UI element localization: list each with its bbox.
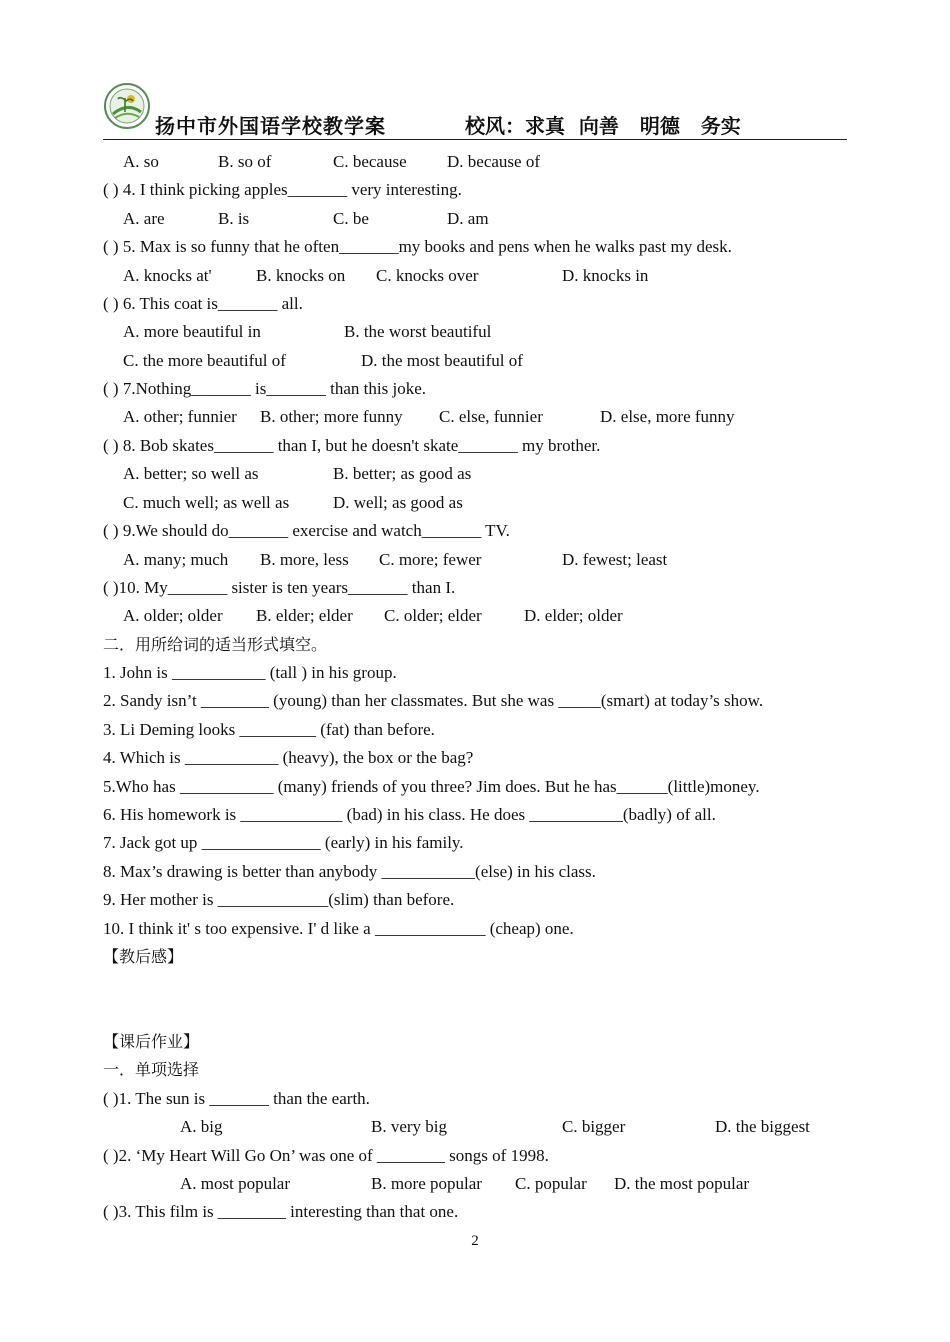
fill-item-10: 10. I think it' s too expensive. I' d like a _____________ (cheap) one.: [103, 919, 574, 938]
q3-option-d: D. because of: [447, 152, 540, 171]
hw2-option-c: C. popular: [515, 1174, 587, 1193]
q10-option-a: A. older; older: [123, 606, 223, 625]
question-4: ( ) 4. I think picking apples_______ very interesting.: [103, 180, 462, 199]
hw2-option-d: D. the most popular: [614, 1174, 750, 1193]
homework-heading: 【课后作业】: [103, 1032, 200, 1051]
q6-option-c: C. the more beautiful of: [123, 351, 286, 370]
q9-option-a: A. many; much: [123, 550, 229, 569]
fill-item-4: 4. Which is ___________ (heavy), the box or the bag?: [103, 748, 474, 767]
q7-option-b: B. other; more funny: [260, 407, 403, 426]
q7-option-c: C. else, funnier: [439, 407, 543, 426]
q7-option-d: D. else, more funny: [600, 407, 735, 426]
homework-question-2: ( )2. ‘My Heart Will Go On’ was one of ________ songs of 1998.: [103, 1146, 549, 1165]
hw1-option-a: A. big: [180, 1117, 223, 1136]
homework-question-3: ( )3. This film is ________ interesting than that one.: [103, 1202, 459, 1221]
q9-option-b: B. more, less: [260, 550, 349, 569]
fill-item-8: 8. Max’s drawing is better than anybody ___________(else) in his class.: [103, 862, 596, 881]
section-2-title: 二．用所给词的适当形式填空。: [103, 635, 328, 654]
question-8: ( ) 8. Bob skates_______ than I, but he doesn't skate_______ my brother.: [103, 436, 601, 455]
fill-item-1: 1. John is ___________ (tall ) in his group.: [103, 663, 397, 682]
hw1-option-b: B. very big: [371, 1117, 448, 1136]
header-divider: [103, 139, 847, 140]
school-logo: [103, 82, 151, 130]
q9-option-c: C. more; fewer: [379, 550, 482, 569]
fill-item-5: 5.Who has ___________ (many) friends of you three? Jim does. But he has______(little)money.: [103, 777, 760, 796]
fill-item-7: 7. Jack got up ______________ (early) in his family.: [103, 833, 464, 852]
question-5: ( ) 5. Max is so funny that he often_______my books and pens when he walks past my desk.: [103, 237, 732, 256]
question-7: ( ) 7.Nothing_______ is_______ than this joke.: [103, 379, 426, 398]
q7-option-a: A. other; funnier: [123, 407, 237, 426]
q6-option-d: D. the most beautiful of: [361, 351, 523, 370]
page-header: [103, 80, 847, 140]
q8-option-c: C. much well; as well as: [123, 493, 290, 512]
page-number: 2: [471, 1233, 479, 1249]
reflection-heading: 【教后感】: [103, 947, 184, 966]
q8-option-d: D. well; as good as: [333, 493, 463, 512]
q5-option-a: A. knocks at': [123, 266, 212, 285]
q10-option-c: C. older; elder: [384, 606, 482, 625]
hw2-option-b: B. more popular: [371, 1174, 482, 1193]
q5-option-d: D. knocks in: [562, 266, 649, 285]
question-10: ( )10. My_______ sister is ten years_______ than I.: [103, 578, 456, 597]
school-name: 扬中市外国语学校教学案: [155, 114, 386, 138]
q4-option-d: D. am: [447, 209, 489, 228]
q4-option-b: B. is: [218, 209, 250, 228]
fill-item-6: 6. His homework is ____________ (bad) in his class. He does ___________(badly) of all.: [103, 805, 716, 824]
q3-option-a: A. so: [123, 152, 159, 171]
fill-item-2: 2. Sandy isn’t ________ (young) than her classmates. But she was _____(smart) at today’s show.: [103, 691, 764, 710]
q10-option-b: B. elder; elder: [256, 606, 353, 625]
question-9: ( ) 9.We should do_______ exercise and watch_______ TV.: [103, 521, 510, 540]
hw2-option-a: A. most popular: [180, 1174, 291, 1193]
q3-option-b: B. so of: [218, 152, 272, 171]
fill-item-3: 3. Li Deming looks _________ (fat) than before.: [103, 720, 435, 739]
q5-option-c: C. knocks over: [376, 266, 479, 285]
question-6: ( ) 6. This coat is_______ all.: [103, 294, 303, 313]
q8-option-b: B. better; as good as: [333, 464, 472, 483]
q5-option-b: B. knocks on: [256, 266, 346, 285]
hw1-option-c: C. bigger: [562, 1117, 626, 1136]
q9-option-d: D. fewest; least: [562, 550, 668, 569]
q4-option-a: A. are: [123, 209, 165, 228]
q3-option-c: C. because: [333, 152, 407, 171]
school-motto: 校风：求真 向善 明德 务实: [465, 114, 741, 138]
q10-option-d: D. elder; older: [524, 606, 623, 625]
hw1-option-d: D. the biggest: [715, 1117, 810, 1136]
homework-question-1: ( )1. The sun is _______ than the earth.: [103, 1089, 370, 1108]
q4-option-c: C. be: [333, 209, 369, 228]
homework-section-title: 一．单项选择: [103, 1060, 200, 1079]
fill-item-9: 9. Her mother is _____________(slim) than before.: [103, 890, 455, 909]
q6-option-a: A. more beautiful in: [123, 322, 261, 341]
q6-option-b: B. the worst beautiful: [344, 322, 492, 341]
q8-option-a: A. better; so well as: [123, 464, 259, 483]
